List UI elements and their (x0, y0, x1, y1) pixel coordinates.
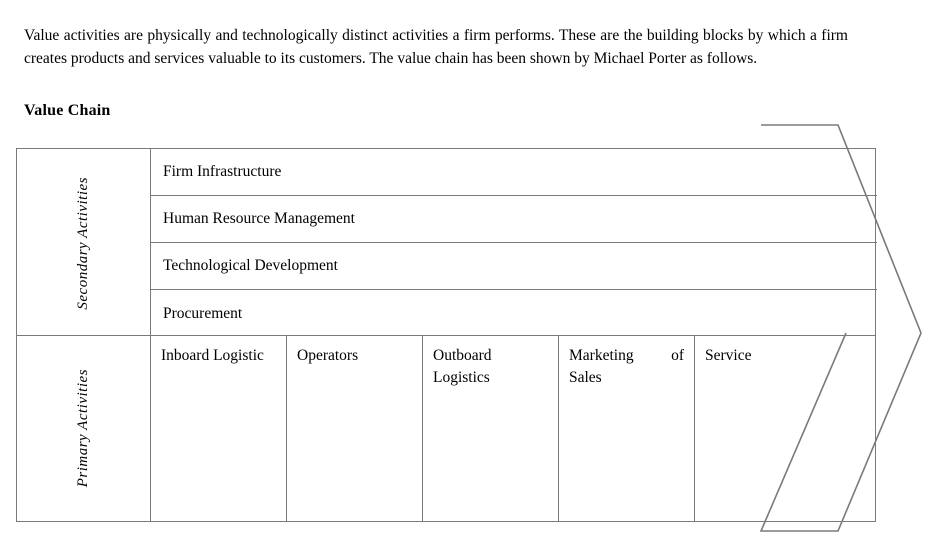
secondary-row: Human Resource Management (151, 196, 877, 243)
primary-activities-block (16, 335, 876, 522)
secondary-row: Procurement (163, 304, 243, 322)
secondary-row: Technological Development (151, 243, 877, 290)
primary-column: Operators (287, 336, 423, 521)
primary-activities-columns (151, 336, 875, 521)
value-chain-grid (16, 148, 876, 522)
primary-column: Marketing of Sales (559, 336, 695, 521)
secondary-row: Firm Infrastructure (151, 149, 877, 196)
value-chain-diagram (16, 143, 921, 531)
primary-column: Inboard Logistic (151, 336, 287, 521)
secondary-activities-block (16, 148, 876, 336)
primary-activities-label-cell (17, 336, 151, 521)
secondary-activities-label: Secondary Activities (75, 176, 91, 310)
primary-activities-label: Primary Activities (75, 369, 91, 488)
primary-column: Service (705, 347, 752, 364)
secondary-activities-rows (151, 149, 877, 337)
primary-column: Outboard Logistics (423, 336, 559, 521)
secondary-activities-label-cell (17, 149, 151, 337)
page-title: Value Chain (24, 102, 111, 119)
intro-paragraph: Value activities are physically and technologically distinct activities a firm performs. These are the building blocks by which a firm creates products and services valuable to its customers. The value chain has been shown by Michael Porter as follows. (24, 26, 848, 68)
